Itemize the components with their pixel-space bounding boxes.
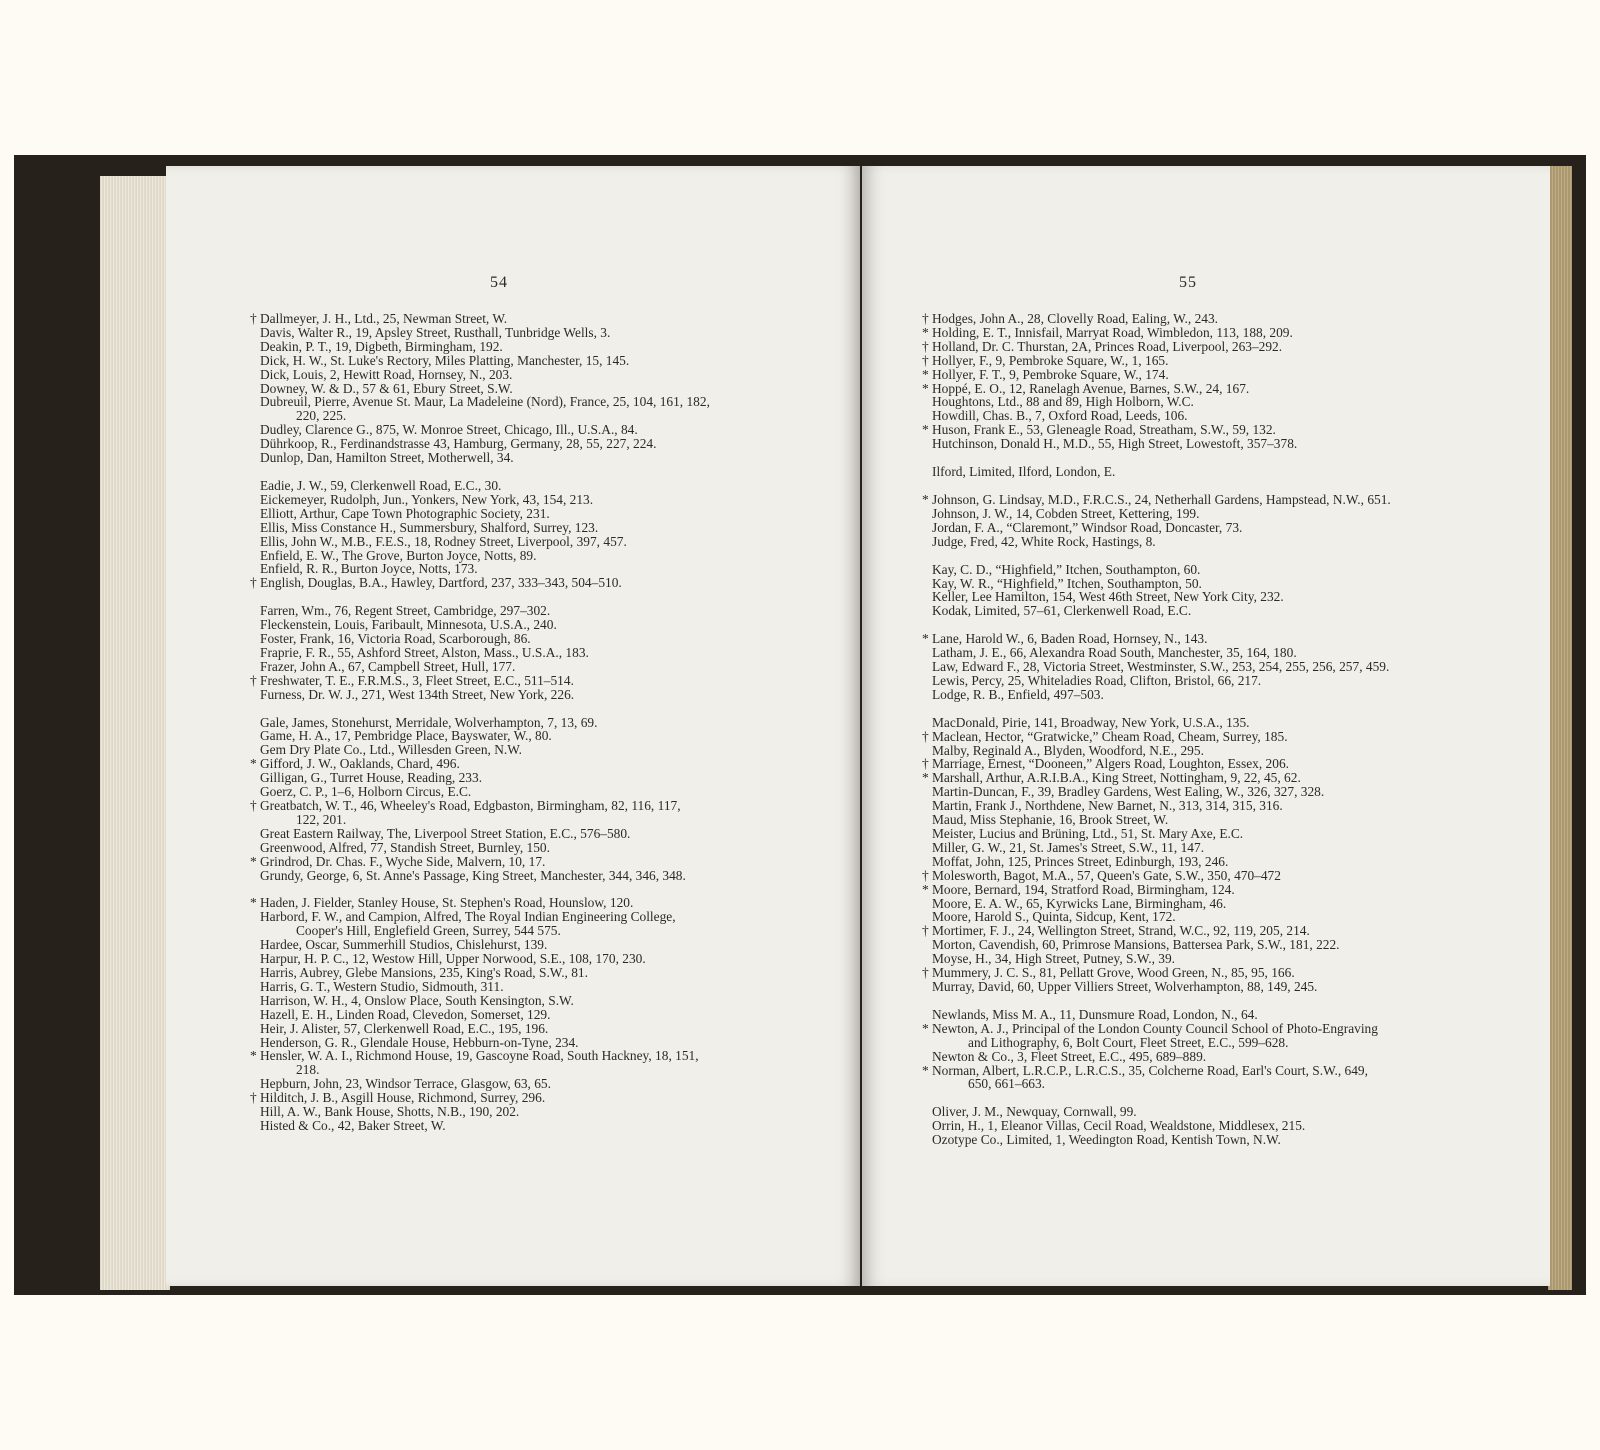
index-entry — [250, 535, 790, 549]
entry-marker: † — [250, 575, 257, 591]
index-entry — [922, 730, 1470, 744]
entry-text: Ellis, Miss Constance H., Summersbury, Shalford, Surrey, 123. — [260, 519, 599, 535]
entry-text: Law, Edward F., 28, Victoria Street, Westminster, S.W., 253, 254, 255, 256, 257, 459. — [932, 659, 1390, 675]
letter-group — [922, 493, 1470, 549]
entry-text: Ellis, John W., M.B., F.E.S., 18, Rodney Street, Liverpool, 397, 457. — [260, 533, 627, 549]
index-entry — [250, 1105, 790, 1119]
index-entry — [250, 1022, 790, 1036]
index-entries — [922, 312, 1470, 1161]
entry-text: Kay, C. D., “Highfield,” Itchen, Southampton, 60. — [932, 561, 1201, 577]
index-entry — [922, 1119, 1470, 1133]
entry-text: Furness, Dr. W. J., 271, West 134th Street, New York, 226. — [260, 686, 575, 702]
entry-text: Ilford, Limited, Ilford, London, E. — [932, 464, 1116, 480]
entry-text: Miller, G. W., 21, St. James's Street, S.W., 11, 147. — [932, 839, 1205, 855]
entry-text: Judge, Fred, 42, White Rock, Hastings, 8. — [932, 533, 1156, 549]
index-entry — [922, 521, 1470, 535]
index-entry — [250, 423, 790, 437]
entry-text: Houghtons, Ltd., 88 and 89, High Holborn, W.C. — [932, 394, 1194, 410]
entry-marker: † — [922, 352, 929, 368]
index-entry — [922, 632, 1470, 646]
entry-text: Elliott, Arthur, Cape Town Photographic Society, 231. — [260, 505, 550, 521]
entry-text: Kodak, Limited, 57–61, Clerkenwell Road, E.C. — [932, 603, 1192, 619]
entry-text: Greenwood, Alfred, 77, Standish Street, Burnley, 150. — [260, 839, 550, 855]
entry-text: Hensler, W. A. I., Richmond House, 19, Gascoyne Road, South Hackney, 18, 151, — [260, 1048, 699, 1064]
index-entry — [250, 1091, 790, 1105]
index-entry — [922, 1022, 1470, 1050]
index-entry — [922, 646, 1470, 660]
index-entry — [922, 855, 1470, 869]
index-entry — [250, 1008, 790, 1022]
entry-text: Harrison, W. H., 4, Onslow Place, South Kensington, S.W. — [260, 992, 574, 1008]
entry-text: Newlands, Miss M. A., 11, Dunsmure Road, London, N., 64. — [932, 1006, 1258, 1022]
entry-text: Greatbatch, W. T., 46, Wheeley's Road, Edgbaston, Birmingham, 82, 116, 117, — [260, 798, 681, 813]
entry-text: Grundy, George, 6, St. Anne's Passage, King Street, Manchester, 344, 346, 348. — [260, 867, 686, 883]
index-entry — [250, 479, 790, 493]
entry-continuation: 650, 661–663. — [968, 1076, 1045, 1092]
letter-group — [250, 604, 790, 701]
entry-text: Harbord, F. W., and Campion, Alfred, The Royal Indian Engineering College, — [260, 909, 676, 925]
index-entry — [250, 952, 790, 966]
entry-text: Latham, J. E., 66, Alexandra Road South, Manchester, 35, 164, 180. — [932, 645, 1297, 661]
entry-text: Hilditch, J. B., Asgill House, Richmond, Surrey, 296. — [260, 1090, 546, 1106]
entry-text: Murray, David, 60, Upper Villiers Street, Wolverhampton, 88, 149, 245. — [932, 978, 1318, 994]
entry-continuation: 122, 201. — [296, 811, 347, 827]
entry-text: Marriage, Ernest, “Dooneen,” Algers Road, Loughton, Essex, 206. — [932, 756, 1289, 772]
index-entry — [250, 451, 790, 465]
entry-text: Fleckenstein, Louis, Faribault, Minnesota, U.S.A., 240. — [260, 617, 557, 633]
entry-text: Newton, A. J., Principal of the London County Council School of Photo-Engraving — [932, 1020, 1378, 1036]
entry-text: Martin, Frank J., Northdene, New Barnet, N., 313, 314, 315, 316. — [932, 798, 1283, 814]
letter-group — [922, 1105, 1470, 1147]
entry-marker: * — [922, 631, 929, 647]
index-entry — [250, 966, 790, 980]
entry-text: Dick, H. W., St. Luke's Rectory, Miles Platting, Manchester, 15, 145. — [260, 352, 630, 368]
entry-text: Hoppé, E. O., 12, Ranelagh Avenue, Barnes, S.W., 24, 167. — [932, 380, 1250, 396]
entry-marker: * — [922, 324, 929, 340]
index-entry — [250, 841, 790, 855]
index-entry — [922, 409, 1470, 423]
entry-text: Newton & Co., 3, Fleet Street, E.C., 495, 689–889. — [932, 1048, 1207, 1064]
entry-text: Dick, Louis, 2, Hewitt Road, Hornsey, N., 203. — [260, 366, 513, 382]
entry-text: Huson, Frank E., 53, Gleneagle Road, Streatham, S.W., 59, 132. — [932, 422, 1276, 438]
index-entry — [922, 368, 1470, 382]
entry-text: Moore, Bernard, 194, Stratford Road, Birmingham, 124. — [932, 881, 1235, 897]
entry-text: Gem Dry Plate Co., Ltd., Willesden Green, N.W. — [260, 742, 523, 758]
index-entry — [250, 340, 790, 354]
entry-text: Dallmeyer, J. H., Ltd., 25, Newman Street, W. — [260, 311, 508, 326]
entry-text: Kay, W. R., “Highfield,” Itchen, Southampton, 50. — [932, 575, 1202, 591]
entry-marker: † — [250, 1090, 257, 1106]
entry-marker: † — [922, 311, 929, 326]
index-entry — [250, 521, 790, 535]
index-entry — [250, 646, 790, 660]
page-number: 54 — [490, 274, 508, 291]
entry-marker: † — [922, 965, 929, 981]
entry-text: Fraprie, F. R., 55, Ashford Street, Alston, Mass., U.S.A., 183. — [260, 644, 589, 660]
entry-marker: † — [922, 338, 929, 354]
entry-text: Haden, J. Fielder, Stanley House, St. Stephen's Road, Hounslow, 120. — [260, 895, 634, 911]
index-entry — [250, 354, 790, 368]
entry-text: Downey, W. & D., 57 & 61, Ebury Street, S.W. — [260, 380, 513, 396]
index-entry — [922, 563, 1470, 577]
entry-text: Gifford, J. W., Oaklands, Chard, 496. — [260, 756, 460, 772]
index-entry — [250, 729, 790, 743]
entry-text: Moyse, H., 34, High Street, Putney, S.W., 39. — [932, 951, 1176, 967]
index-entries — [250, 312, 790, 1147]
entry-text: Eickemeyer, Rudolph, Jun., Yonkers, New York, 43, 154, 213. — [260, 491, 594, 507]
entry-text: Maud, Miss Stephanie, 16, Brook Street, W. — [932, 812, 1169, 828]
index-entry — [922, 980, 1470, 994]
entry-text: Eadie, J. W., 59, Clerkenwell Road, E.C., 30. — [260, 477, 502, 493]
letter-group — [250, 716, 790, 883]
index-entry — [922, 382, 1470, 396]
index-entry — [922, 326, 1470, 340]
index-entry — [922, 493, 1470, 507]
entry-text: Goerz, C. P., 1–6, Holborn Circus, E.C. — [260, 784, 472, 800]
entry-text: Dubreuil, Pierre, Avenue St. Maur, La Madeleine (Nord), France, 25, 104, 161, 182, — [260, 394, 710, 410]
index-entry — [922, 1064, 1470, 1092]
right-page — [862, 166, 1550, 1286]
entry-text: Gale, James, Stonehurst, Merridale, Wolverhampton, 7, 13, 69. — [260, 714, 598, 730]
entry-text: Martin-Duncan, F., 39, Bradley Gardens, West Ealing, W., 326, 327, 328. — [932, 784, 1325, 800]
index-entry — [922, 423, 1470, 437]
index-entry — [922, 938, 1470, 952]
index-entry — [250, 716, 790, 730]
entry-text: Hill, A. W., Bank House, Shotts, N.B., 190, 202. — [260, 1104, 520, 1120]
index-entry — [922, 799, 1470, 813]
entry-text: Hollyer, F., 9, Pembroke Square, W., 1, 165. — [932, 352, 1169, 368]
entry-text: Deakin, P. T., 19, Digbeth, Birmingham, 192. — [260, 338, 503, 354]
index-entry — [250, 771, 790, 785]
entry-continuation: 218. — [296, 1062, 320, 1078]
entry-text: Holding, E. T., Innisfail, Marryat Road, Wimbledon, 113, 188, 209. — [932, 324, 1293, 340]
index-entry — [922, 1133, 1470, 1147]
entry-text: Lodge, R. B., Enfield, 497–503. — [932, 686, 1104, 702]
index-entry — [250, 549, 790, 563]
entry-text: Moore, E. A. W., 65, Kyrwicks Lane, Birmingham, 46. — [932, 895, 1227, 911]
index-entry — [922, 841, 1470, 855]
entry-text: Farren, Wm., 76, Regent Street, Cambridge, 297–302. — [260, 603, 551, 619]
entry-marker: * — [922, 1020, 929, 1036]
entry-marker: † — [250, 672, 257, 688]
entry-marker: † — [250, 798, 257, 813]
entry-text: Harris, G. T., Western Studio, Sidmouth, 311. — [260, 978, 504, 994]
entry-text: Foster, Frank, 16, Victoria Road, Scarborough, 86. — [260, 631, 531, 647]
entry-text: Orrin, H., 1, Eleanor Villas, Cecil Road, Wealdstone, Middlesex, 215. — [932, 1118, 1306, 1134]
index-entry — [922, 660, 1470, 674]
index-entry — [922, 966, 1470, 980]
entry-text: Keller, Lee Hamilton, 154, West 46th Street, New York City, 232. — [932, 589, 1284, 605]
letter-group — [922, 632, 1470, 702]
entry-text: Henderson, G. R., Glendale House, Hebburn-on-Tyne, 234. — [260, 1034, 579, 1050]
entry-text: Hodges, John A., 28, Clovelly Road, Ealing, W., 243. — [932, 311, 1219, 326]
entry-continuation: Cooper's Hill, Englefield Green, Surrey, 544 575. — [296, 923, 561, 939]
entry-text: Malby, Reginald A., Blyden, Woodford, N.E., 295. — [932, 742, 1204, 758]
entry-marker: * — [250, 756, 257, 772]
index-entry — [250, 1049, 790, 1077]
index-entry — [250, 855, 790, 869]
index-entry — [250, 980, 790, 994]
entry-text: Hutchinson, Donald H., M.D., 55, High Street, Lowestoft, 357–378. — [932, 436, 1298, 452]
entry-text: Hollyer, F. T., 9, Pembroke Square, W., 174. — [932, 366, 1169, 382]
entry-text: Lewis, Percy, 25, Whiteladies Road, Clifton, Bristol, 66, 217. — [932, 672, 1262, 688]
index-entry — [922, 813, 1470, 827]
index-entry — [922, 507, 1470, 521]
letter-group — [922, 312, 1470, 451]
entry-text: Harris, Aubrey, Glebe Mansions, 235, King's Road, S.W., 81. — [260, 964, 588, 980]
index-entry — [922, 590, 1470, 604]
index-entry — [922, 437, 1470, 451]
entry-text: Davis, Walter R., 19, Apsley Street, Rusthall, Tunbridge Wells, 3. — [260, 324, 611, 340]
entry-text: Game, H. A., 17, Pembridge Place, Bayswater, W., 80. — [260, 728, 552, 744]
index-entry — [250, 382, 790, 396]
entry-text: English, Douglas, B.A., Hawley, Dartford, 237, 333–343, 504–510. — [260, 575, 622, 591]
entry-text: Histed & Co., 42, Baker Street, W. — [260, 1117, 446, 1133]
index-entry — [922, 395, 1470, 409]
index-entry — [922, 827, 1470, 841]
letter-group — [922, 563, 1470, 619]
entry-text: Lane, Harold W., 6, Baden Road, Hornsey, N., 143. — [932, 631, 1208, 647]
entry-marker: * — [250, 853, 257, 869]
index-entry — [922, 1050, 1470, 1064]
index-entry — [922, 674, 1470, 688]
index-entry — [250, 562, 790, 576]
index-entry — [922, 910, 1470, 924]
index-entry — [250, 994, 790, 1008]
index-entry — [922, 869, 1470, 883]
index-entry — [922, 924, 1470, 938]
letter-group — [250, 479, 790, 590]
entry-text: Dührkoop, R., Ferdinandstrasse 43, Hamburg, Germany, 28, 55, 227, 224. — [260, 436, 657, 452]
index-entry — [250, 395, 790, 423]
index-entry — [922, 465, 1470, 479]
letter-group — [922, 465, 1470, 479]
index-entry — [250, 576, 790, 590]
entry-text: Moore, Harold S., Quinta, Sidcup, Kent, 172. — [932, 909, 1176, 925]
entry-text: MacDonald, Pirie, 141, Broadway, New York, U.S.A., 135. — [932, 714, 1250, 730]
entry-text: Hazell, E. H., Linden Road, Clevedon, Somerset, 129. — [260, 1006, 551, 1022]
index-entry — [250, 869, 790, 883]
index-entry — [922, 312, 1470, 326]
index-entry — [922, 744, 1470, 758]
page-edges-right — [1548, 166, 1572, 1290]
entry-marker: * — [922, 881, 929, 897]
entry-text: Hepburn, John, 23, Windsor Terrace, Glasgow, 63, 65. — [260, 1076, 551, 1092]
index-entry — [250, 1077, 790, 1091]
entry-text: Mortimer, F. J., 24, Wellington Street, Strand, W.C., 92, 119, 205, 214. — [932, 923, 1310, 939]
index-entry — [250, 910, 790, 938]
entry-text: Enfield, R. R., Burton Joyce, Notts, 173. — [260, 561, 478, 577]
index-entry — [250, 493, 790, 507]
entry-text: Harpur, H. P. C., 12, Westow Hill, Upper Norwood, S.E., 108, 170, 230. — [260, 951, 646, 967]
index-entry — [922, 354, 1470, 368]
index-entry — [250, 326, 790, 340]
index-entry — [922, 757, 1470, 771]
entry-marker: * — [922, 491, 929, 507]
index-entry — [250, 757, 790, 771]
entry-marker: † — [250, 311, 257, 326]
letter-group — [922, 1008, 1470, 1091]
entry-continuation: 220, 225. — [296, 408, 347, 424]
index-entry — [922, 340, 1470, 354]
entry-marker: * — [922, 770, 929, 786]
entry-text: Johnson, J. W., 14, Cobden Street, Kettering, 199. — [932, 505, 1200, 521]
index-entry — [250, 688, 790, 702]
index-entry — [250, 660, 790, 674]
entry-text: Enfield, E. W., The Grove, Burton Joyce, Notts, 89. — [260, 547, 537, 563]
index-entry — [250, 507, 790, 521]
entry-marker: * — [922, 422, 929, 438]
entry-text: Oliver, J. M., Newquay, Cornwall, 99. — [932, 1104, 1137, 1120]
entry-text: Freshwater, T. E., F.R.M.S., 3, Fleet Street, E.C., 511–514. — [260, 672, 574, 688]
entry-marker: * — [922, 366, 929, 382]
index-entry — [250, 896, 790, 910]
entry-marker: * — [922, 380, 929, 396]
index-entry — [250, 1036, 790, 1050]
index-entry — [922, 771, 1470, 785]
index-entry — [922, 897, 1470, 911]
entry-text: Hardee, Oscar, Summerhill Studios, Chislehurst, 139. — [260, 937, 548, 953]
index-entry — [922, 577, 1470, 591]
entry-text: Meister, Lucius and Brüning, Ltd., 51, St. Mary Axe, E.C. — [932, 826, 1244, 841]
page-number: 55 — [1179, 274, 1197, 291]
entry-marker: * — [250, 895, 257, 911]
entry-marker: † — [922, 923, 929, 939]
index-entry — [922, 883, 1470, 897]
entry-text: Howdill, Chas. B., 7, Oxford Road, Leeds, 106. — [932, 408, 1188, 424]
entry-text: Frazer, John A., 67, Campbell Street, Hull, 177. — [260, 658, 516, 674]
letter-group — [250, 312, 790, 465]
letter-group — [922, 716, 1470, 994]
entry-text: Mummery, J. C. S., 81, Pellatt Grove, Wood Green, N., 85, 95, 166. — [932, 965, 1295, 981]
entry-text: Ozotype Co., Limited, 1, Weedington Road, Kentish Town, N.W. — [932, 1132, 1281, 1148]
entry-text: Morton, Cavendish, 60, Primrose Mansions, Battersea Park, S.W., 181, 222. — [932, 937, 1340, 953]
left-page — [166, 166, 860, 1286]
index-entry — [250, 312, 790, 326]
entry-text: Norman, Albert, L.R.C.P., L.R.C.S., 35, Colcherne Road, Earl's Court, S.W., 649, — [932, 1062, 1368, 1078]
entry-text: Dunlop, Dan, Hamilton Street, Motherwell, 34. — [260, 450, 514, 466]
entry-marker: † — [922, 867, 929, 883]
entry-marker: * — [922, 1062, 929, 1078]
index-entry — [250, 827, 790, 841]
index-entry — [922, 1105, 1470, 1119]
page-edges-left — [100, 176, 170, 1290]
index-entry — [250, 938, 790, 952]
entry-marker: † — [922, 728, 929, 744]
index-entry — [250, 785, 790, 799]
entry-text: Great Eastern Railway, The, Liverpool Street Station, E.C., 576–580. — [260, 825, 631, 841]
index-entry — [922, 785, 1470, 799]
entry-text: Moffat, John, 125, Princes Street, Edinburgh, 193, 246. — [932, 853, 1229, 869]
entry-text: Johnson, G. Lindsay, M.D., F.R.C.S., 24, Netherhall Gardens, Hampstead, N.W., 651. — [932, 491, 1391, 507]
index-entry — [922, 1008, 1470, 1022]
entry-text: Gilligan, G., Turret House, Reading, 233. — [260, 770, 483, 786]
entry-text: Dudley, Clarence G., 875, W. Monroe Street, Chicago, Ill., U.S.A., 84. — [260, 422, 638, 438]
entry-marker: * — [250, 1048, 257, 1064]
index-entry — [250, 632, 790, 646]
index-entry — [250, 799, 790, 827]
index-entry — [250, 604, 790, 618]
index-entry — [922, 535, 1470, 549]
letter-group — [250, 896, 790, 1132]
index-entry — [922, 952, 1470, 966]
index-entry — [922, 604, 1470, 618]
index-entry — [922, 688, 1470, 702]
entry-text: Holland, Dr. C. Thurstan, 2A, Princes Road, Liverpool, 263–292. — [932, 338, 1283, 354]
entry-text: Jordan, F. A., “Claremont,” Windsor Road, Doncaster, 73. — [932, 519, 1243, 535]
entry-text: Grindrod, Dr. Chas. F., Wyche Side, Malvern, 10, 17. — [260, 853, 546, 869]
index-entry — [250, 437, 790, 451]
entry-marker: † — [922, 756, 929, 772]
index-entry — [250, 618, 790, 632]
index-entry — [250, 674, 790, 688]
index-entry — [922, 716, 1470, 730]
index-entry — [250, 743, 790, 757]
index-entry — [250, 1119, 790, 1133]
entry-continuation: and Lithography, 6, Bolt Court, Fleet Street, E.C., 599–628. — [968, 1034, 1289, 1050]
index-entry — [250, 368, 790, 382]
entry-text: Marshall, Arthur, A.R.I.B.A., King Street, Nottingham, 9, 22, 45, 62. — [932, 770, 1301, 786]
entry-text: Heir, J. Alister, 57, Clerkenwell Road, E.C., 195, 196. — [260, 1020, 549, 1036]
entry-text: Maclean, Hector, “Gratwicke,” Cheam Road, Cheam, Surrey, 185. — [932, 728, 1288, 744]
entry-text: Molesworth, Bagot, M.A., 57, Queen's Gate, S.W., 350, 470–472 — [932, 867, 1281, 883]
